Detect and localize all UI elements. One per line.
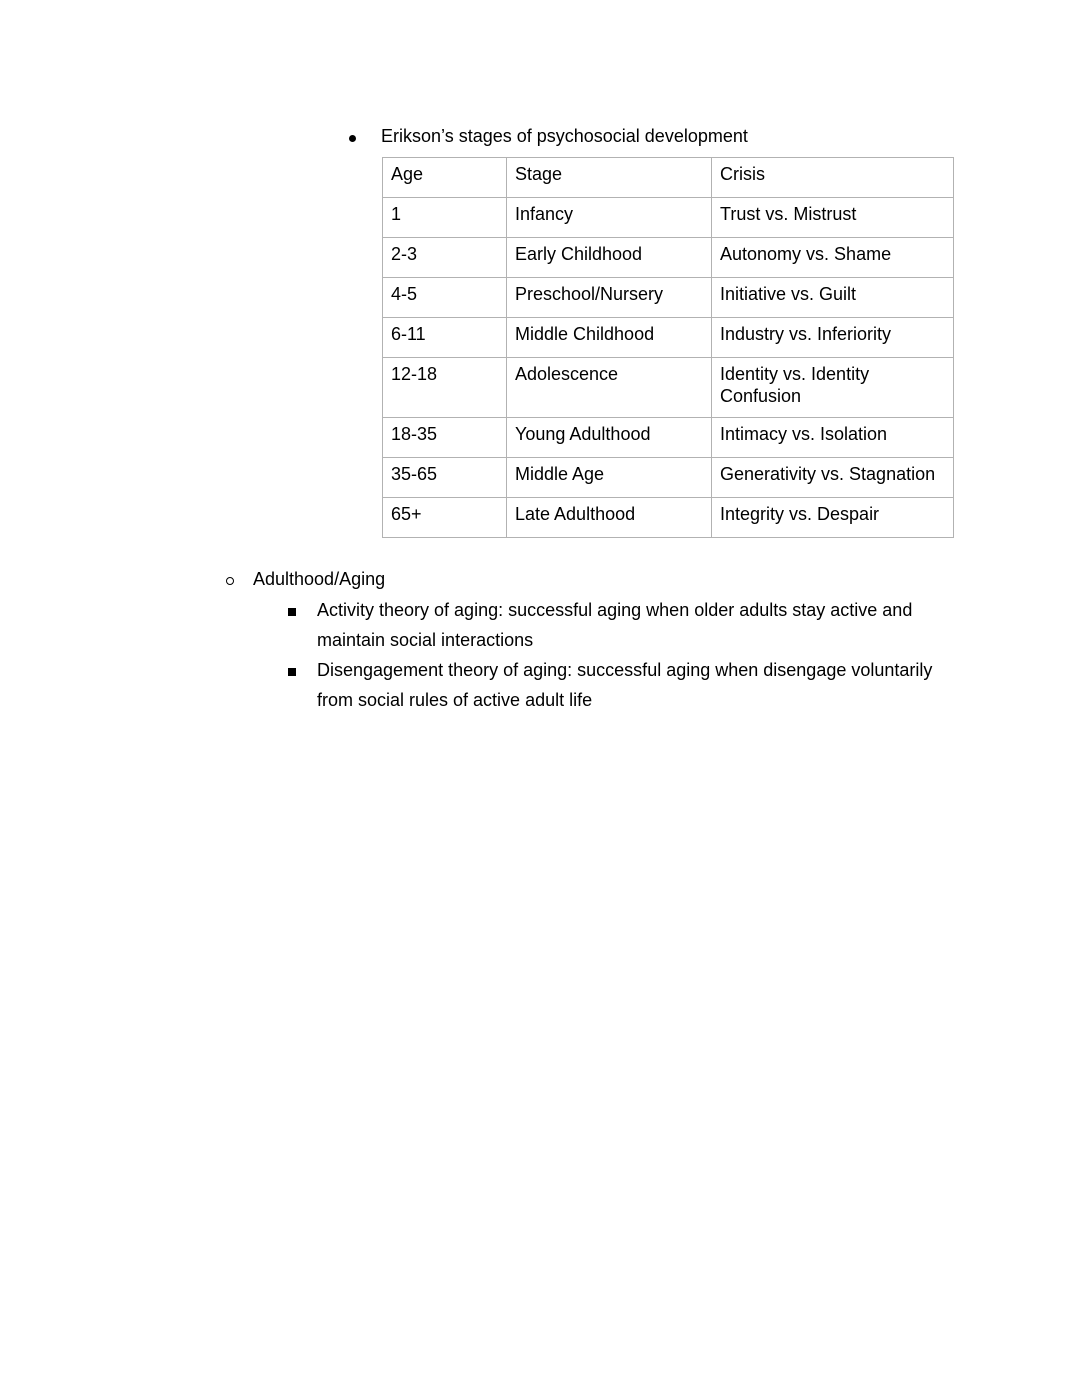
table-header-age: Age: [383, 158, 507, 198]
table-row: [383, 358, 954, 418]
list-item-erikson-heading: Erikson’s stages of psychosocial development: [381, 126, 748, 146]
table-row: [383, 418, 954, 458]
table-cell: Trust vs. Mistrust: [712, 198, 954, 238]
list-item-adulthood-aging: Adulthood/Aging: [253, 569, 386, 589]
table-cell: Integrity vs. Despair: [712, 498, 954, 538]
table-cell: Infancy: [507, 198, 712, 238]
list-item-activity-theory: Activity theory of aging: successful aging when older adults stay active and maintain social interactions: [317, 600, 913, 650]
table-cell: Intimacy vs. Isolation: [712, 418, 954, 458]
table-row: [383, 318, 954, 358]
table-header-row: [383, 158, 954, 198]
table-cell: 6-11: [383, 318, 507, 358]
list-item-disengagement-theory: Disengagement theory of aging: successful aging when disengage voluntarily from social rules of active adult life: [317, 660, 933, 710]
erikson-stages-table: [382, 157, 954, 538]
table-row: [383, 198, 954, 238]
table-cell: Autonomy vs. Shame: [712, 238, 954, 278]
table-cell: 12-18: [383, 358, 507, 418]
table-cell: Early Childhood: [507, 238, 712, 278]
table-cell: Middle Childhood: [507, 318, 712, 358]
table-cell: 65+: [383, 498, 507, 538]
table-cell: Late Adulthood: [507, 498, 712, 538]
table-header-crisis: Crisis: [712, 158, 954, 198]
disc-bullet-icon: [349, 135, 356, 142]
table-cell: Adolescence: [507, 358, 712, 418]
circle-bullet-icon: [226, 577, 234, 585]
table-cell: 18-35: [383, 418, 507, 458]
table-row: [383, 238, 954, 278]
square-bullet-icon: [288, 668, 296, 676]
table-row: [383, 458, 954, 498]
table-cell: Preschool/Nursery: [507, 278, 712, 318]
table-row: [383, 278, 954, 318]
table-cell: Initiative vs. Guilt: [712, 278, 954, 318]
table-header-stage: Stage: [507, 158, 712, 198]
square-bullet-icon: [288, 608, 296, 616]
table-cell: Identity vs. Identity Confusion: [712, 358, 954, 418]
table-row: [383, 498, 954, 538]
table-cell: Middle Age: [507, 458, 712, 498]
table-cell: 35-65: [383, 458, 507, 498]
table-cell: 4-5: [383, 278, 507, 318]
table-cell: 2-3: [383, 238, 507, 278]
table-cell: Generativity vs. Stagnation: [712, 458, 954, 498]
table-cell: Industry vs. Inferiority: [712, 318, 954, 358]
table-cell: 1: [383, 198, 507, 238]
table-cell: Young Adulthood: [507, 418, 712, 458]
